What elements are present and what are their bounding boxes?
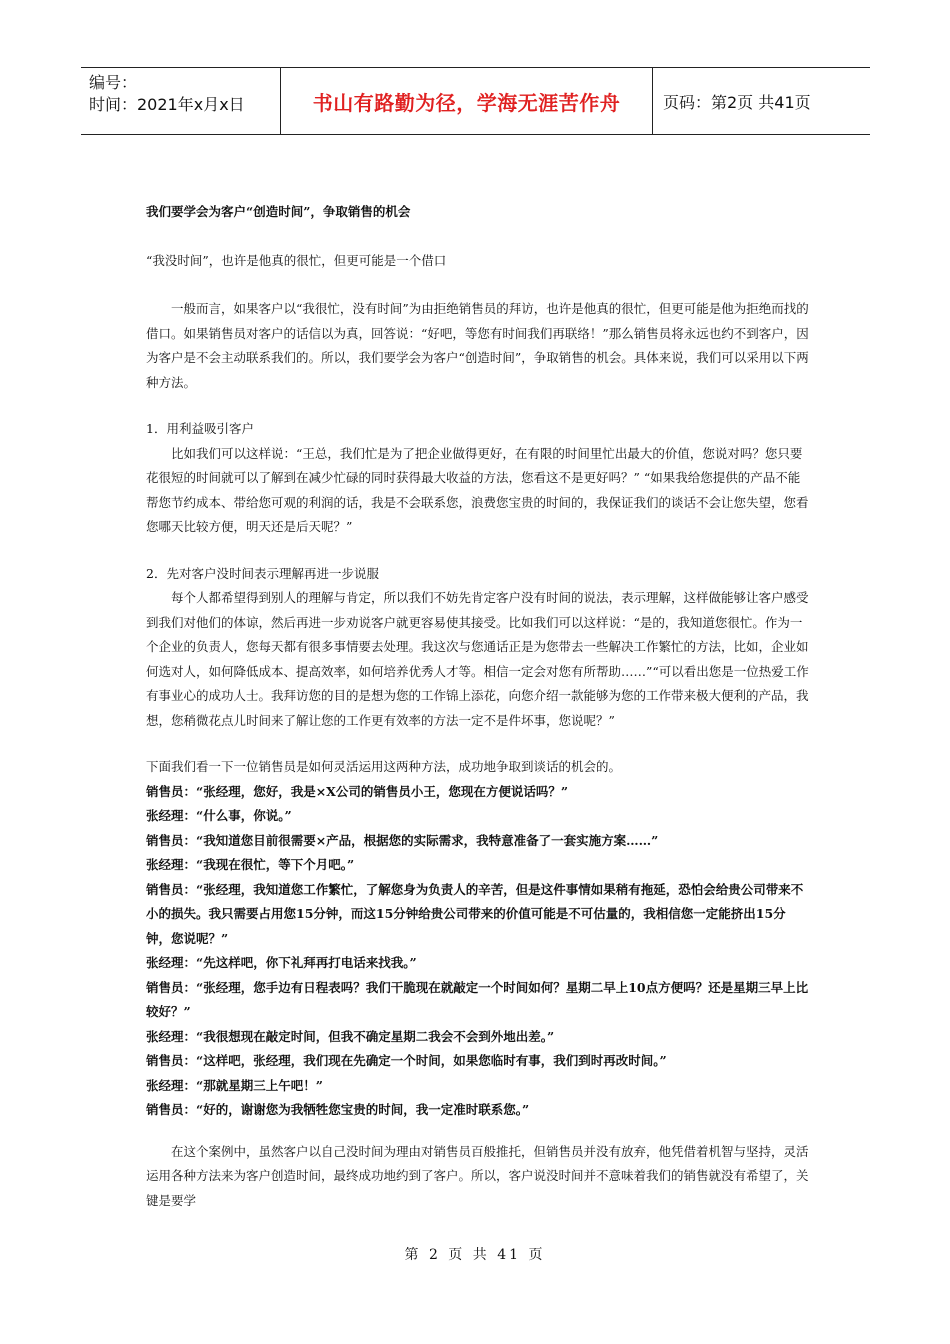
dialogue-line: 销售员：“好的，谢谢您为我牺牲您宝贵的时间，我一定准时联系您。” [146,1102,530,1117]
dialogue-line: 销售员：“张经理，我知道您工作繁忙，了解您身为负责人的辛苦，但是这件事情如果稍有拖延，恐怕会给贵公司带来不小的损失。我只需要占用您15分钟，而这15分钟给贵公司带来的价值可能是不可估量的，我相信您一定能挤出15分钟，您说呢？” [146,881,804,946]
dialogue-line: 销售员：“这样吧，张经理，我们现在先确定一个时间，如果您临时有事，我们到时再改时间。” [146,1053,667,1068]
dialogue-line: 销售员：“我知道您目前很需要×产品，根据您的实际需求，我特意准备了一套实施方案……” [146,832,659,848]
case-intro: 下面我们看一下一位销售员是如何灵活运用这两种方法，成功地争取到谈话的机会的。 [146,759,622,774]
header-divider [652,68,653,134]
dialogue-line: 张经理：“我现在很忙，等下个月吧。” [146,857,355,872]
dialogue-line: 销售员：“张经理，您手边有日程表吗？我们干脆现在就敲定一个时间如何？星期二早上10点方便吗？还是星期三早上比较好？” [146,979,809,1019]
document-number-label: 编号： [89,73,138,92]
page-footer: 第 2 页 共 41 页 [404,1247,546,1263]
dialogue-line: 张经理：“我很想现在敲定时间，但我不确定星期二我会不会到外地出差。” [146,1028,555,1044]
page-header [81,67,870,135]
dialogue-line: 张经理：“先这样吧，你下礼拜再打电话来找我。” [146,955,417,970]
article-body [146,200,809,1213]
header-motto: 书山有路勤为径，学海无涯苦作舟 [312,90,621,115]
method2-paragraph: 每个人都希望得到别人的理解与肯定，所以我们不妨先肯定客户没有时间的说法，表示理解，这样做能够让客户感受到我们对他们的体谅，然后再进一步劝说客户就更容易使其接受。比如我们可以这样说：“是的，我知道您很忙。作为一个企业的负责人，您每天都有很多事情要去处理。我这次与您通话正是为您带去一些解决工作繁忙的方法，比如，企业如何选对人，如何降低成本、提高效率，如何培养优秀人才等。相信一定会对您有所帮助……”“可以看出您是一位热爱工作有事业心的成功人士。我拜访您的目的是想为您的工作锦上添花，向您介绍一款能够为您的工作带来极大便利的产品，我想，您稍微花点儿时间来了解让您的工作更有效率的方法一定不是件坏事，您说呢？” [146,590,809,728]
header-meta [89,72,279,116]
method2-heading: 2．先对客户没时间表示理解再进一步说服 [146,565,379,581]
article-subtitle: “我没时间”，也许是他真的很忙，但更可能是一个借口 [146,252,447,268]
method1-heading: 1．用利益吸引客户 [146,421,254,436]
document-date: 时间：2021年x月x日 [89,95,245,114]
dialogue-line: 张经理：“那就星期三上午吧！” [146,1077,323,1093]
dialogue-line: 张经理：“什么事，你说。” [146,808,292,823]
header-page-info: 页码：第2页 共41页 [663,92,811,112]
intro-paragraph: 一般而言，如果客户以“我很忙，没有时间”为由拒绝销售员的拜访，也许是他真的很忙，但更可能是他为拒绝而找的借口。如果销售员对客户的话信以为真，回答说：“好吧，等您有时间我们再联络！”那么销售员将永远也约不到客户，因为客户是不会主动联系我们的。所以，我们要学会为客户“创造时间”，争取销售的机会。具体来说，我们可以采用以下两种方法。 [146,301,809,390]
dialogue-line: 销售员：“张经理，您好，我是×X公司的销售员小王，您现在方便说话吗？” [146,783,569,799]
conclusion-paragraph: 在这个案例中，虽然客户以自己没时间为理由对销售员百般推托，但销售员并没有放弃，他凭借着机智与坚持，灵活运用各种方法来为客户创造时间，最终成功地约到了客户。所以，客户说没时间并不意味着我们的销售就没有希望了，关键是要学 [146,1143,809,1208]
method1-paragraph: 比如我们可以这样说：“王总，我们忙是为了把企业做得更好，在有限的时间里忙出最大的价值，您说对吗？您只要花很短的时间就可以了解到在减少忙碌的同时获得最大收益的方法，您看这不是更好吗？” “如果我给您提供的产品不能帮您节约成本、带给您可观的利润的话，我是不会联系您，浪费您宝贵的时间的，我保证我们的谈话不会让您失望，您看您哪天比较方便，明天还是后天呢？” [146,445,809,534]
article-title: 我们要学会为客户“创造时间”，争取销售的机会 [146,204,411,219]
